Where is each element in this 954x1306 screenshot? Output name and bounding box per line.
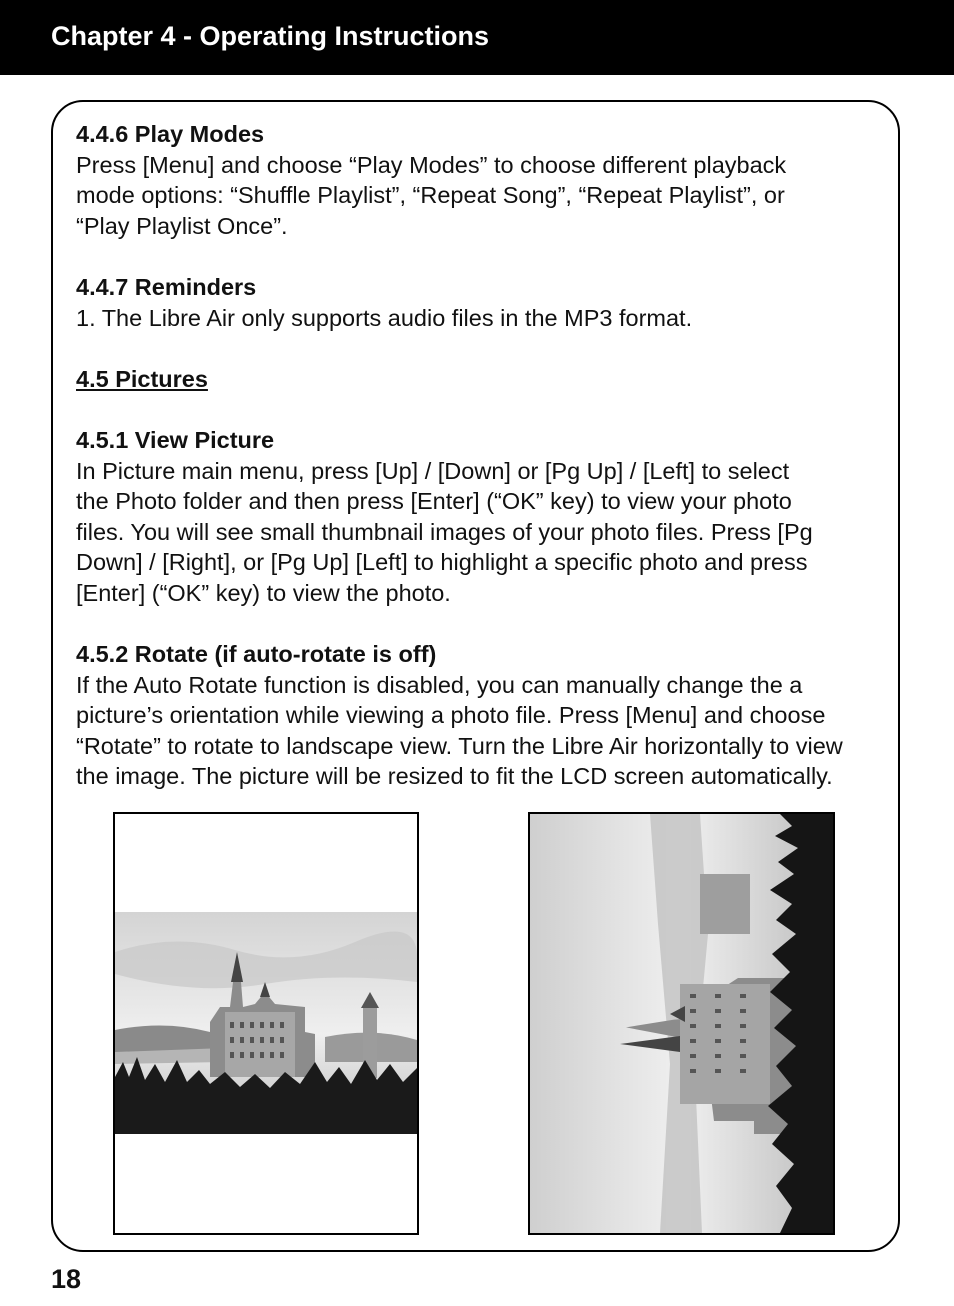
section-heading-view-picture: 4.5.1 View Picture bbox=[76, 426, 275, 453]
body-line: Press [Menu] and choose “Play Modes” to choose different playback bbox=[76, 151, 787, 178]
body-line: If the Auto Rotate function is disabled, you can manually change the a bbox=[76, 671, 803, 698]
page-number: 18 bbox=[51, 1264, 82, 1294]
body-line: Down] / [Right], or [Pg Up] [Left] to highlight a specific photo and press bbox=[76, 549, 808, 576]
body-line: files. You will see small thumbnail images of your photo files. Press [Pg bbox=[76, 518, 813, 545]
content-body bbox=[76, 119, 888, 792]
body-line: picture’s orientation while viewing a photo file. Press [Menu] and choose bbox=[76, 702, 826, 729]
section-heading-play-modes: 4.4.6 Play Modes bbox=[76, 121, 265, 147]
body-line: the image. The picture will be resized to fit the LCD screen automatically. bbox=[76, 763, 833, 790]
chapter-header-bar bbox=[0, 0, 954, 75]
section-heading-rotate: 4.5.2 Rotate (if auto-rotate is off) bbox=[76, 641, 437, 668]
body-line: the Photo folder and then press [Enter] (“OK” key) to view your photo bbox=[76, 488, 792, 515]
body-line: 1. The Libre Air only supports audio files in the MP3 format. bbox=[76, 304, 693, 331]
body-line: In Picture main menu, press [Up] / [Down] or [Pg Up] / [Left] to select bbox=[76, 457, 790, 484]
body-line: [Enter] (“OK” key) to view the photo. bbox=[76, 579, 451, 606]
portrait-screen-frame bbox=[113, 812, 419, 1235]
chapter-title: Chapter 4 - Operating Instructions bbox=[51, 21, 490, 51]
body-line: “Rotate” to rotate to landscape view. Turn the Libre Air horizontally to view bbox=[76, 732, 843, 759]
castle-photo-rotated bbox=[530, 814, 833, 1233]
castle-photo-landscape bbox=[115, 912, 417, 1134]
rotated-screen-frame bbox=[528, 812, 835, 1235]
body-line: mode options: “Shuffle Playlist”, “Repeat Song”, “Repeat Playlist”, or bbox=[76, 182, 785, 209]
body-line: “Play Playlist Once”. bbox=[76, 212, 288, 239]
section-heading-pictures: 4.5 Pictures bbox=[76, 365, 208, 392]
section-heading-reminders: 4.4.7 Reminders bbox=[76, 273, 257, 300]
